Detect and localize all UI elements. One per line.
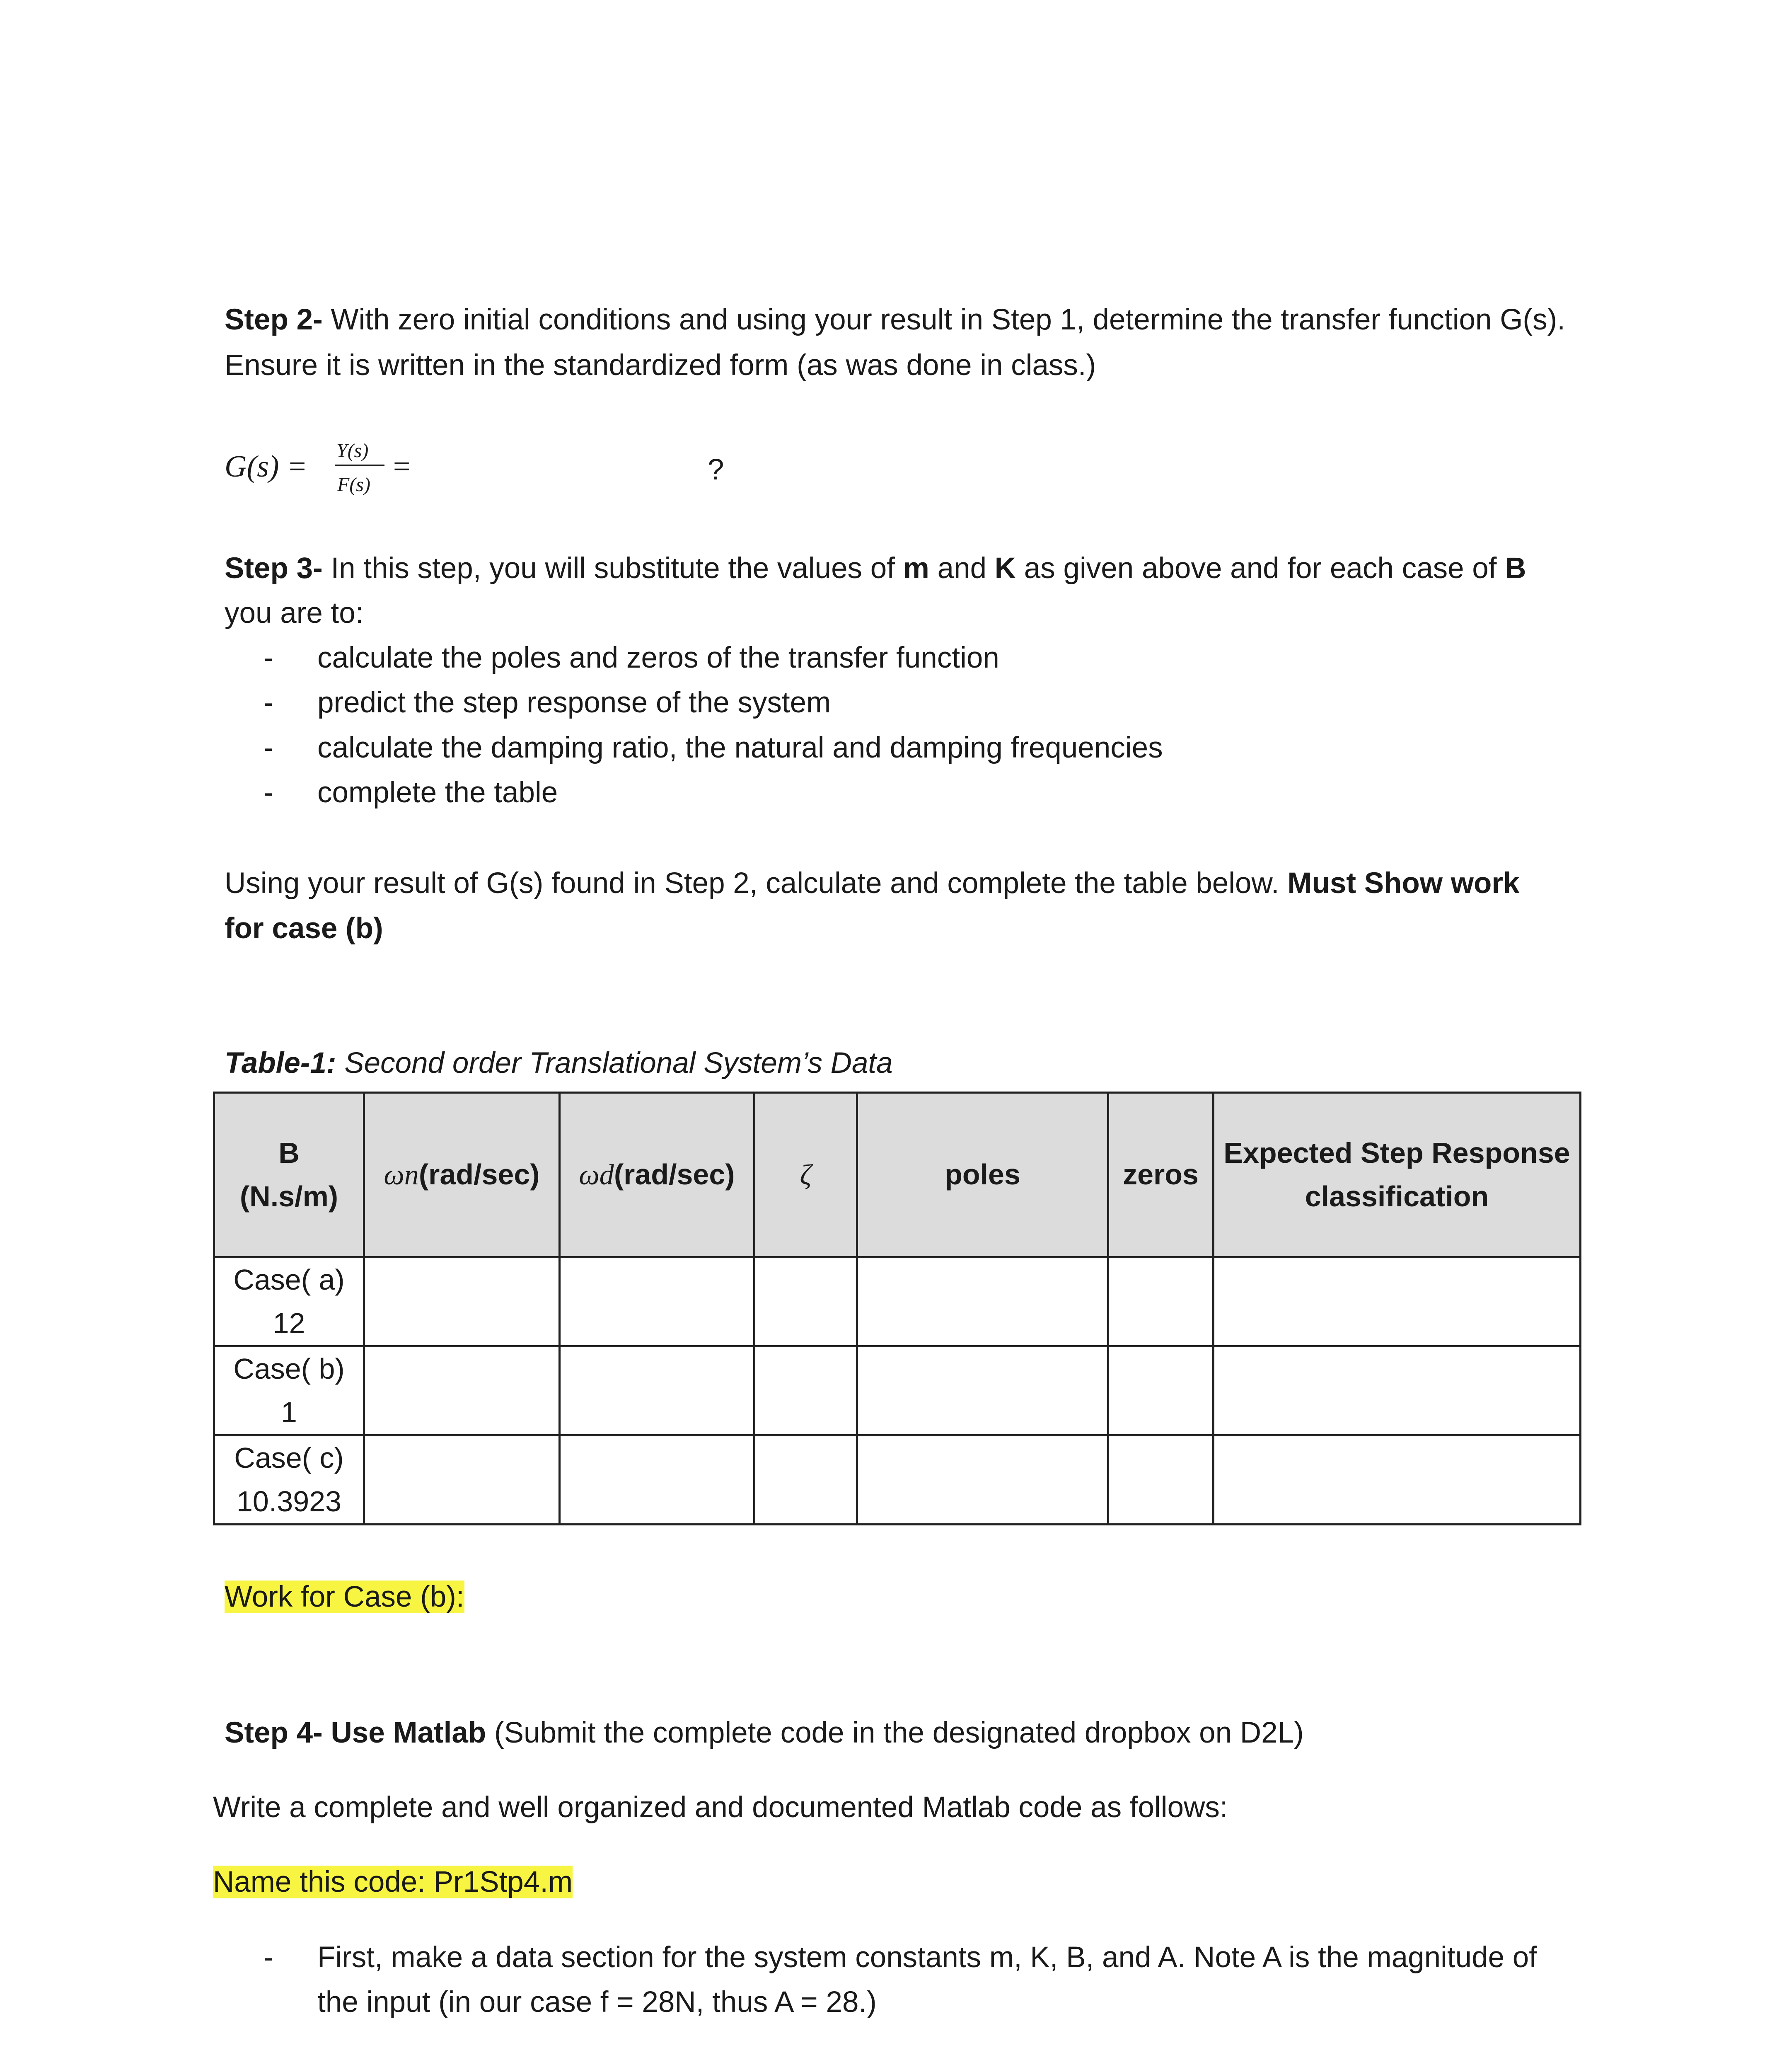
table-row [214,1435,1581,1525]
bullet-dash: - [264,686,273,719]
header-omega-d: ωd(rad/sec) [560,1093,754,1257]
code-name-label: Name this code: Pr1Stp4.m [213,1866,573,1898]
table-header-row [214,1093,1581,1257]
table-caption: Table-1: Second order Translational System’s Data [225,1047,893,1080]
step2-label: Step 2- [225,303,323,336]
case-cell: Case( b) 1 [214,1346,364,1435]
must-show-work: Must Show work [1287,867,1520,900]
empty-cell[interactable] [560,1257,754,1346]
case-cell: Case( c) 10.3923 [214,1435,364,1525]
step4-bullet-line2: the input (in our case f = 28N, thus A = 28.) [317,1986,877,2019]
empty-cell[interactable] [857,1257,1108,1346]
empty-cell[interactable] [1214,1346,1581,1435]
equation-unknown: ? [708,453,724,486]
empty-cell[interactable] [1108,1435,1214,1525]
step4-label: Step 4- Use Matlab [225,1716,486,1749]
fraction-bar [335,465,384,466]
header-zeta: ζ [754,1093,857,1257]
empty-cell[interactable] [1214,1435,1581,1525]
empty-cell[interactable] [1108,1257,1214,1346]
symbol-K: K [994,552,1016,585]
symbol-m: m [903,552,929,585]
step3-paragraph-line1: Step 3- In this step, you will substitute the values of m and K as given above and for each case of B [225,552,1526,585]
bullet-dash: - [264,641,273,674]
header-omega-n: ωn(rad/sec) [364,1093,560,1257]
table-row [214,1257,1581,1346]
empty-cell[interactable] [560,1346,754,1435]
step4-line: Step 4- Use Matlab (Submit the complete code in the designated dropbox on D2L) [225,1716,1304,1749]
empty-cell[interactable] [754,1435,857,1525]
table-row [214,1346,1581,1435]
empty-cell[interactable] [754,1346,857,1435]
step3-label: Step 3- [225,552,323,585]
step3-paragraph-line2: you are to: [225,597,364,629]
equation-lhs: G(s) = [225,450,307,484]
empty-cell[interactable] [1108,1346,1214,1435]
data-table [213,1092,1581,1525]
step3-bullet: calculate the damping ratio, the natural and damping frequencies [317,731,1163,764]
step3-bullet: calculate the poles and zeros of the transfer function [317,641,999,674]
step4-bullet-line1: First, make a data section for the system constants m, K, B, and A. Note A is the magnitude of [317,1941,1538,1974]
step3-bullet: predict the step response of the system [317,686,831,719]
bullet-dash: - [264,1941,273,1974]
empty-cell[interactable] [857,1435,1108,1525]
equation-numerator: Y(s) [336,440,369,462]
symbol-B: B [1505,552,1526,585]
instruction-line1: Using your result of G(s) found in Step 2, calculate and complete the table below. Must Show work [225,867,1520,900]
instruction-line2: for case (b) [225,912,383,945]
equation-denominator: F(s) [337,474,370,496]
bullet-dash: - [264,731,273,764]
step2-paragraph-line1 [225,302,1565,339]
equation-equals: = [391,450,412,484]
empty-cell[interactable] [364,1257,560,1346]
empty-cell[interactable] [1214,1257,1581,1346]
bullet-dash: - [264,776,273,809]
empty-cell[interactable] [364,1435,560,1525]
empty-cell[interactable] [857,1346,1108,1435]
header-expected-response: Expected Step Response classification [1214,1093,1581,1257]
header-zeros: zeros [1108,1093,1214,1257]
table-caption-label: Table-1: [225,1047,336,1080]
step3-bullet: complete the table [317,776,558,809]
case-cell: Case( a) 12 [214,1257,364,1346]
step2-paragraph-line2: Ensure it is written in the standardized form (as was done in class.) [225,349,1096,382]
empty-cell[interactable] [560,1435,754,1525]
work-for-case-b-label: Work for Case (b): [225,1581,464,1613]
step2-text: With zero initial conditions and using your result in Step 1, determine the transfer function G(s). [322,303,1565,336]
step4-write-instruction: Write a complete and well organized and documented Matlab code as follows: [213,1791,1228,1824]
empty-cell[interactable] [754,1257,857,1346]
empty-cell[interactable] [364,1346,560,1435]
header-b: B (N.s/m) [214,1093,364,1257]
header-poles: poles [857,1093,1108,1257]
